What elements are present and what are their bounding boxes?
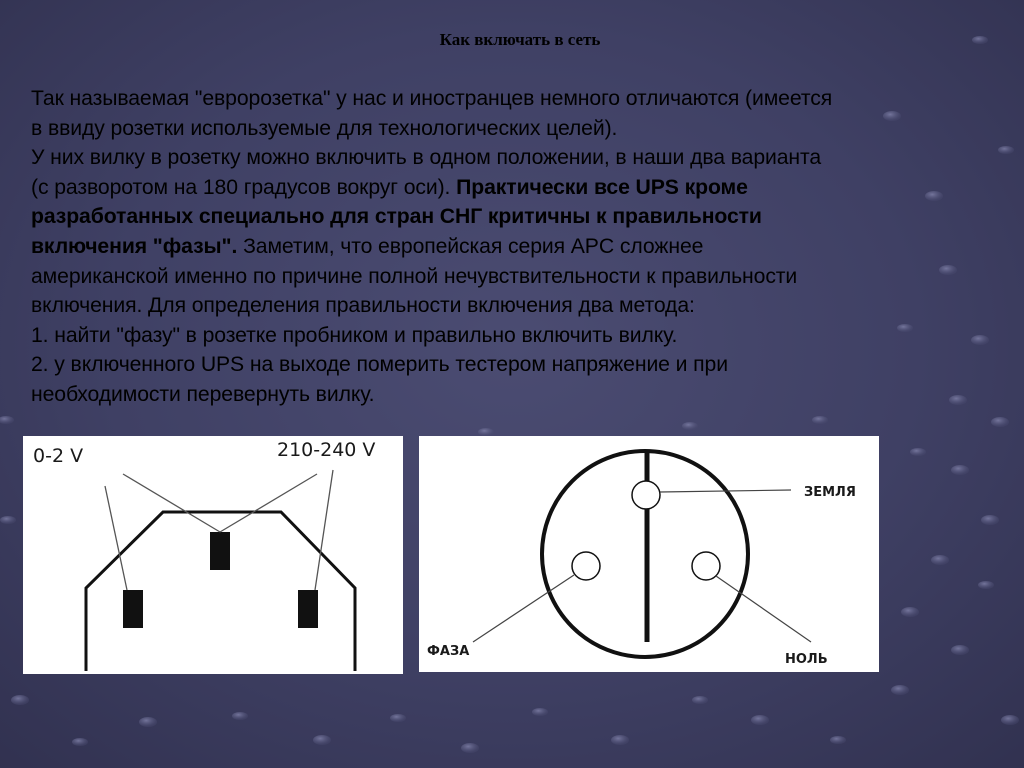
body-line: 1. найти "фазу" в розетке пробником и правильно включить вилку. [31,323,678,347]
ground-hole [632,481,660,509]
label-ground: ЗЕМЛЯ [804,485,856,500]
round-socket-drawing [419,436,879,672]
round-socket-diagram [419,436,879,672]
neutral-hole [692,552,720,580]
socket-left-pin [123,590,143,628]
leader-line [123,474,220,532]
label-phase: ФАЗА [427,644,470,659]
body-line: необходимости перевернуть вилку. [31,382,375,406]
label-high-voltage: 210-240 V [277,439,376,461]
body-line-normal: (с разворотом на 180 градусов вокруг оси). [31,175,457,199]
leader-line [315,470,333,590]
leader-line [105,486,127,590]
body-line-bold: разработанных специально для стран СНГ критичны к правильности [31,205,762,229]
socket-right-pin [298,590,318,628]
body-line: Так называемая "евророзетка" у нас и иностранцев немного отличаются (имеется [31,87,833,110]
body-line [31,232,1006,262]
body-line [31,173,1006,203]
label-neutral: НОЛЬ [785,652,828,667]
phase-hole [572,552,600,580]
slide-title: Как включать в сеть [439,30,601,49]
socket-ground-pin [210,532,230,570]
socket-voltage-drawing [23,436,403,674]
label-low-voltage: 0-2 V [33,445,84,467]
leader-line [220,474,317,532]
body-line: американской именно по причине полной нечувствительности к правильности [31,264,798,288]
body-line [31,202,1006,232]
body-line: в ввиду розетки используемые для технологических целей). [31,116,618,140]
body-line: включения. Для определения правильности включения два метода: [31,294,695,318]
socket-voltage-diagram [23,436,403,674]
body-line: У них вилку в розетку можно включить в одном положении, в наши два варианта [31,146,822,170]
slide-body-text [31,84,1006,410]
body-line: 2. у включенного UPS на выходе померить тестером напряжение и при [31,353,728,377]
body-line-normal: Заметим, что европейская серия APC сложнее [237,234,704,258]
body-line-bold: включения "фазы". [31,234,238,258]
body-line-bold: Практически все UPS кроме [456,175,748,199]
